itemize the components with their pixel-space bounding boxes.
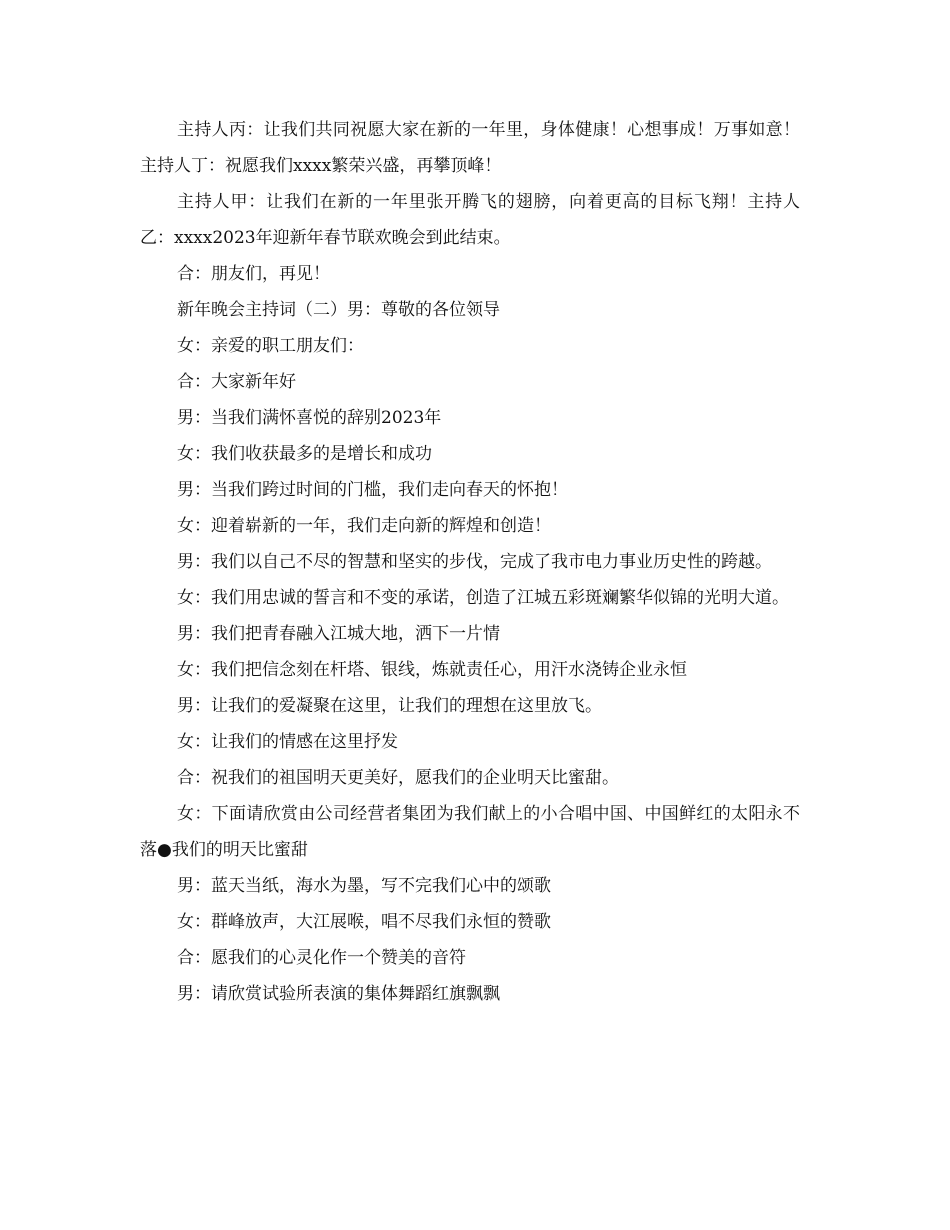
paragraph: 男：蓝天当纸，海水为墨，写不完我们心中的颂歌 [177,876,551,896]
document-body [140,112,800,1012]
paragraph: 女：迎着崭新的一年，我们走向新的辉煌和创造！ [177,516,551,536]
paragraph: 新年晚会主持词（二）男：尊敬的各位领导 [177,300,500,320]
paragraph: 女：我们收获最多的是增长和成功 [177,444,432,464]
paragraph: 男：当我们满怀喜悦的辞别2023年 [177,408,442,428]
paragraph: 男：我们以自己不尽的智慧和坚实的步伐，完成了我市电力事业历史性的跨越。 [177,552,772,572]
paragraph: 男：让我们的爱凝聚在这里，让我们的理想在这里放飞。 [177,696,602,716]
paragraph: 男：我们把青春融入江城大地，洒下一片情 [177,624,500,644]
paragraph: 合：愿我们的心灵化作一个赞美的音符 [177,948,466,968]
paragraph: 合：祝我们的祖国明天更美好，愿我们的企业明天比蜜甜。 [177,768,619,788]
paragraph: 女：群峰放声，大江展喉，唱不尽我们永恒的赞歌 [177,912,551,932]
paragraph: 女：亲爱的职工朋友们： [177,336,364,356]
paragraph: 女：我们用忠诚的誓言和不变的承诺，创造了江城五彩斑斓繁华似锦的光明大道。 [177,588,789,608]
paragraph: 合：大家新年好 [177,372,296,392]
paragraph: 主持人丙：让我们共同祝愿大家在新的一年里，身体健康！心想事成！万事如意！主持人丁：祝愿我们xxxx繁荣兴盛，再攀顶峰！ [140,120,800,176]
paragraph: 合：朋友们，再见！ [177,264,330,284]
paragraph: 男：请欣赏试验所表演的集体舞蹈红旗飘飘 [177,984,500,1004]
paragraph: 男：当我们跨过时间的门槛，我们走向春天的怀抱！ [177,480,568,500]
paragraph: 女：下面请欣赏由公司经营者集团为我们献上的小合唱中国、中国鲜红的太阳永不落●我们的明天比蜜甜 [140,804,800,860]
paragraph: 女：让我们的情感在这里抒发 [177,732,398,752]
paragraph: 女：我们把信念刻在杆塔、银线，炼就责任心，用汗水浇铸企业永恒 [177,660,687,680]
paragraph: 主持人甲：让我们在新的一年里张开腾飞的翅膀，向着更高的目标飞翔！主持人乙：xxxx2023年迎新年春节联欢晚会到此结束。 [140,192,800,248]
